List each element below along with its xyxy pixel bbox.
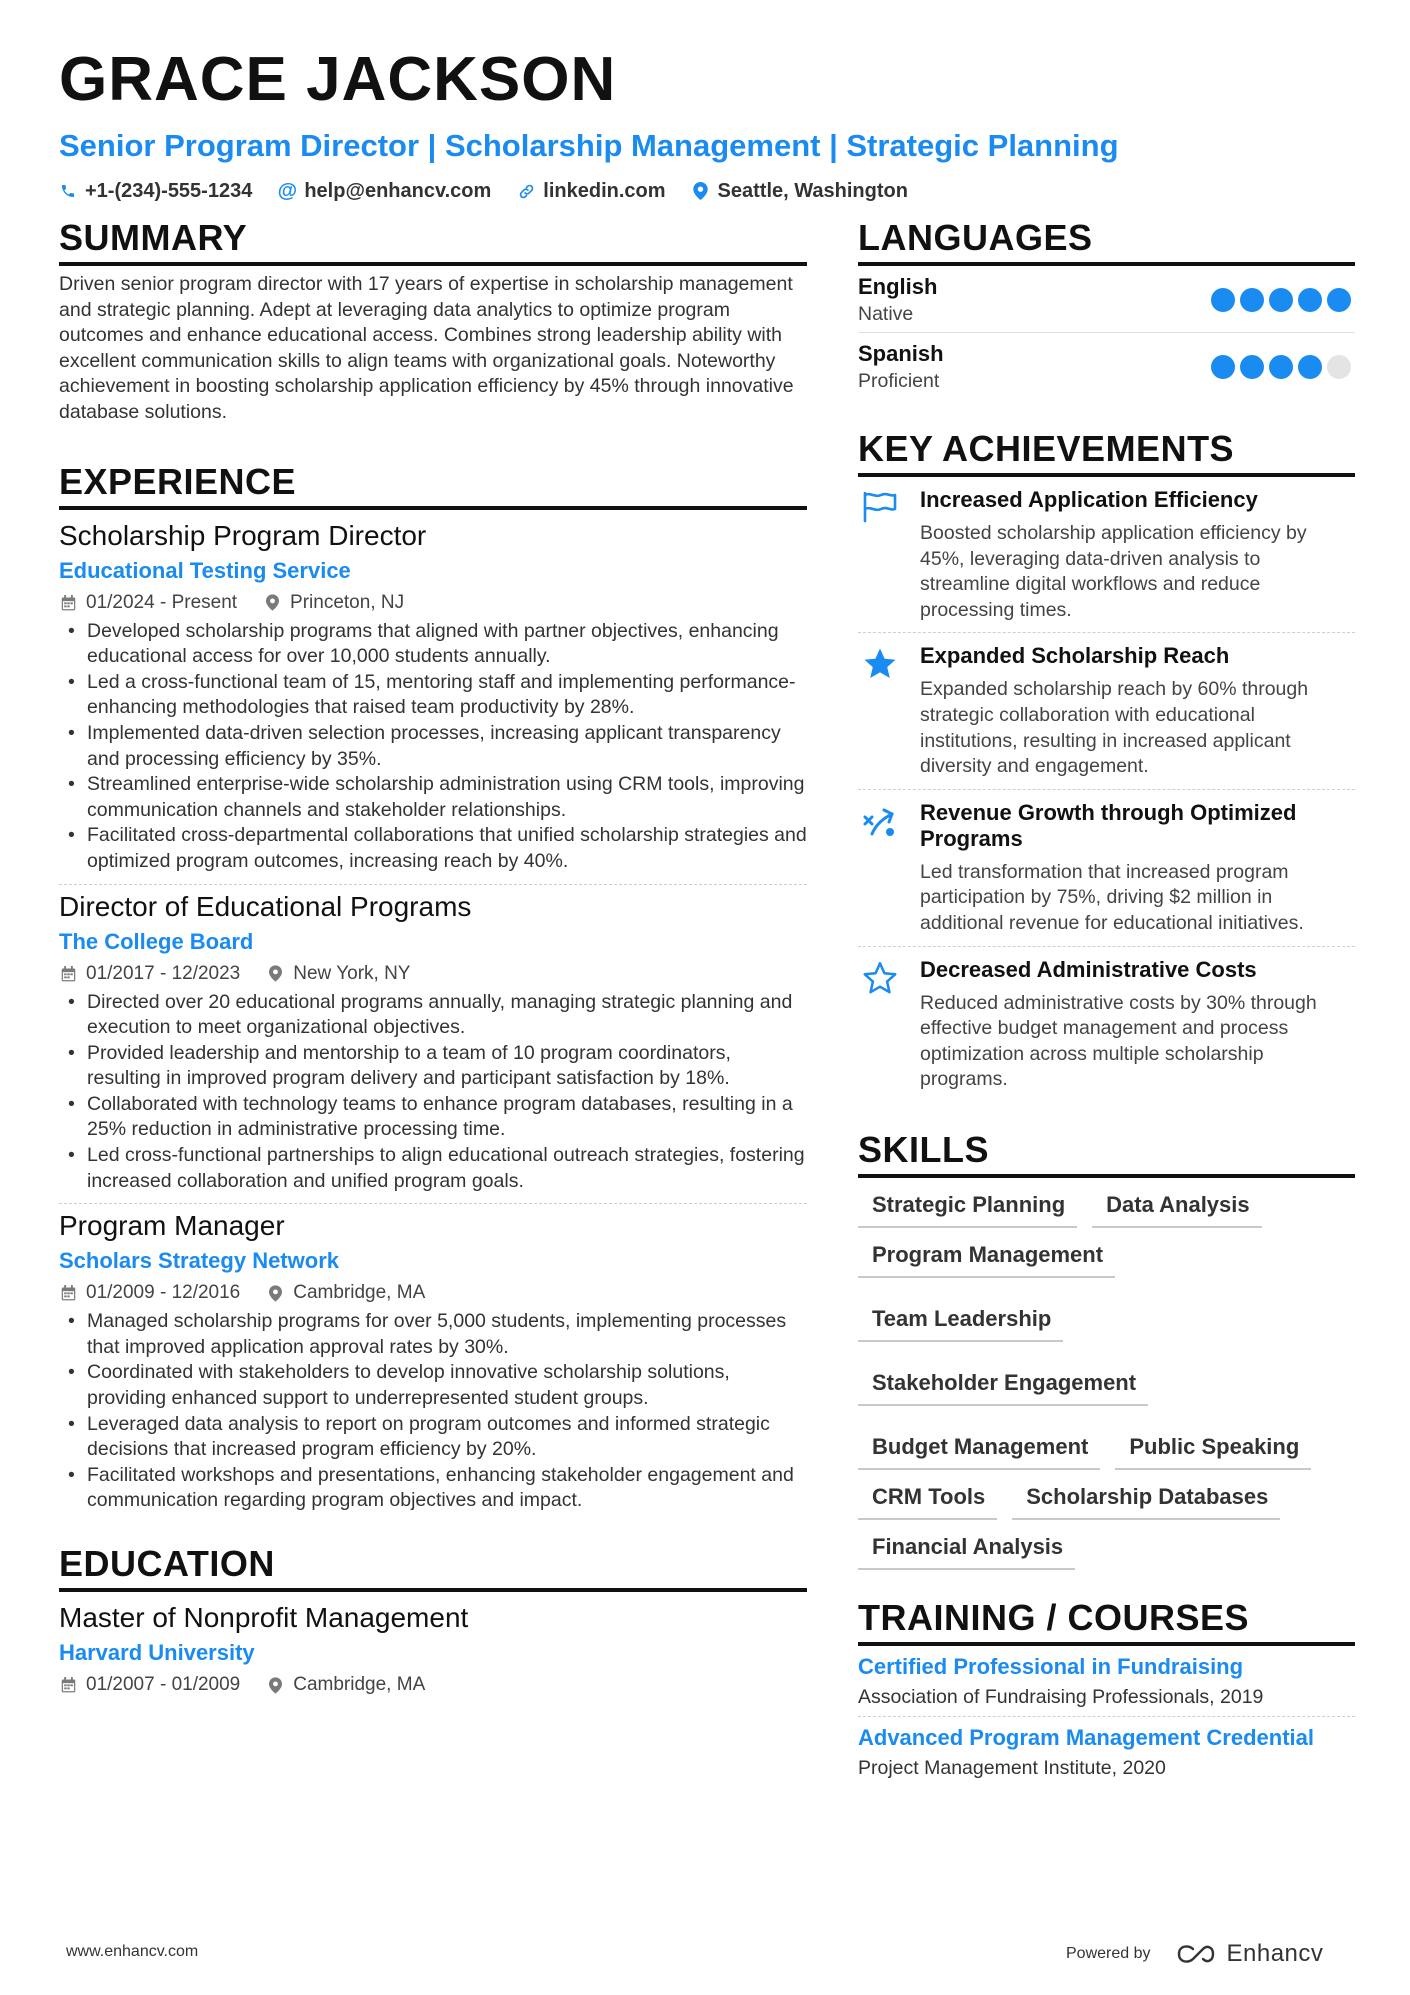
- job-meta: [59, 961, 807, 987]
- school[interactable]: Harvard University: [59, 1640, 255, 1665]
- skill-tag: Strategic Planning: [858, 1192, 1077, 1228]
- bullet-item: • Collaborated with technology teams to enhance program databases, resulting in a 25% reduction in administrative processing time.: [59, 1092, 807, 1143]
- location-pin-icon: [266, 965, 284, 983]
- achievement-item: [858, 947, 1355, 1102]
- candidate-title: Senior Program Director | Scholarship Management | Strategic Planning: [59, 128, 1119, 163]
- skill-tag: Program Management: [858, 1242, 1115, 1278]
- job-location: New York, NY: [293, 962, 411, 984]
- language-level: Native: [858, 303, 914, 325]
- skill-tag: CRM Tools: [858, 1484, 997, 1520]
- education-meta: [59, 1672, 807, 1698]
- footer-url[interactable]: www.enhancv.com: [66, 1943, 199, 1960]
- language-rating: [1211, 355, 1351, 379]
- rating-dot: [1269, 355, 1293, 379]
- bullet-item: • Directed over 20 educational programs annually, managing strategic planning and execution to meet organizational objectives.: [59, 990, 807, 1041]
- job-meta: [59, 590, 807, 616]
- contact-bar: [59, 178, 1359, 204]
- rating-dot: [1240, 355, 1264, 379]
- job-company[interactable]: Educational Testing Service: [59, 557, 351, 583]
- job-company[interactable]: The College Board: [59, 928, 254, 954]
- at-icon: @: [277, 180, 298, 202]
- achievement-item: [858, 477, 1355, 632]
- skill-tag: Scholarship Databases: [1012, 1484, 1280, 1520]
- achievement-item: [858, 633, 1355, 788]
- location-pin-icon: [266, 1284, 284, 1302]
- summary-text: Driven senior program director with 17 years of expertise in scholarship management and strategic planning. Adept at leveraging data analytics to optimize program outcomes and enhance educational access. Combines strong leadership ability with excellent communication skills to align teams with organizational goals. Noteworthy achievement in boosting scholarship application efficiency by 45% through innovative database solutions.: [59, 273, 794, 423]
- rating-dot: [1327, 355, 1351, 379]
- language-item: [858, 266, 1355, 332]
- bullet-item: • Led a cross-functional team of 15, mentoring staff and implementing performance-enhancing methodologies that raised team productivity by 28%.: [59, 670, 807, 721]
- skill-tag: Budget Management: [858, 1434, 1100, 1470]
- contact-location: [692, 178, 908, 204]
- experience-item: [59, 518, 807, 875]
- skill-tag: Stakeholder Engagement: [858, 1370, 1148, 1406]
- right-column: [858, 216, 1355, 1787]
- job-meta: [59, 1280, 807, 1306]
- education-location: Cambridge, MA: [293, 1674, 426, 1695]
- education-dates: 01/2007 - 01/2009: [86, 1674, 241, 1695]
- summary-heading: SUMMARY: [59, 216, 807, 266]
- brand-logo[interactable]: [1175, 1940, 1324, 1968]
- achievement-desc: Led transformation that increased program participation by 75%, driving $2 million in additional revenue for educational initiatives.: [920, 860, 1304, 934]
- achievement-item: [858, 790, 1355, 946]
- job-company[interactable]: Scholars Strategy Network: [59, 1248, 339, 1274]
- location-pin-icon: [266, 1676, 284, 1694]
- language-item: [858, 333, 1355, 399]
- bullet-item: • Provided leadership and mentorship to a team of 10 program coordinators, resulting in improved program delivery and participant satisfaction by 18%.: [59, 1041, 807, 1092]
- experience-item: [59, 889, 807, 1195]
- achievement-desc: Expanded scholarship reach by 60% through strategic collaboration with educational institutions, resulting in increased applicant diversity and engagement.: [920, 678, 1309, 778]
- job-dates: 01/2024 - Present: [86, 591, 238, 613]
- brand-name: Enhancv: [1226, 1940, 1324, 1967]
- bullet-item: • Coordinated with stakeholders to develop innovative scholarship solutions, providing enhanced support to underrepresented student groups.: [59, 1360, 807, 1411]
- calendar-icon: [59, 594, 77, 612]
- bullet-item: • Streamlined enterprise-wide scholarship administration using CRM tools, improving communication channels and stakeholder relationships.: [59, 772, 807, 823]
- achievement-title: Revenue Growth through Optimized Programs: [920, 799, 1297, 851]
- rating-dot: [1269, 288, 1293, 312]
- rating-dot: [1240, 288, 1264, 312]
- job-bullets: [59, 990, 807, 1195]
- calendar-icon: [59, 1676, 77, 1694]
- email-text: help@enhancv.com: [304, 180, 492, 202]
- job-role: Director of Educational Programs: [59, 890, 472, 922]
- footer-powered: [1066, 1940, 1323, 1968]
- bullet-item: • Facilitated cross-departmental collaborations that unified scholarship strategies and optimized program outcomes, increasing reach by 40%.: [59, 823, 807, 874]
- calendar-icon: [59, 1284, 77, 1302]
- link-icon: [517, 182, 535, 200]
- achievement-title: Expanded Scholarship Reach: [920, 643, 1230, 669]
- skill-tag: Data Analysis: [1092, 1192, 1261, 1228]
- divider: [59, 884, 807, 885]
- job-location: Princeton, NJ: [290, 591, 405, 613]
- phone-text: +1-(234)-555-1234: [85, 180, 253, 202]
- calendar-icon: [59, 965, 77, 983]
- course-item: [858, 1646, 1355, 1716]
- enhancv-logo-icon: [1175, 1943, 1217, 1965]
- skills-heading: SKILLS: [858, 1128, 1355, 1178]
- resume-header: [59, 44, 1359, 204]
- education-item: [59, 1600, 807, 1698]
- job-bullets: [59, 619, 807, 875]
- experience-heading: EXPERIENCE: [59, 460, 807, 510]
- rating-dot: [1298, 355, 1322, 379]
- course-title[interactable]: Advanced Program Management Credential: [858, 1724, 1315, 1750]
- bullet-item: • Facilitated workshops and presentations, enhancing stakeholder engagement and communication regarding program objectives and impact.: [59, 1463, 807, 1514]
- left-column: [59, 216, 807, 1698]
- language-name: Spanish: [858, 341, 944, 366]
- candidate-name: GRACE JACKSON: [59, 45, 617, 114]
- contact-phone[interactable]: [59, 178, 252, 204]
- languages-heading: LANGUAGES: [858, 216, 1355, 266]
- language-level: Proficient: [858, 370, 940, 392]
- contact-email[interactable]: [278, 178, 491, 204]
- bullet-item: • Developed scholarship programs that aligned with partner objectives, enhancing educational access for over 10,000 students annually.: [59, 619, 807, 670]
- degree: Master of Nonprofit Management: [59, 1602, 469, 1633]
- skill-tag: Financial Analysis: [858, 1534, 1075, 1570]
- bullet-item: • Managed scholarship programs for over 5,000 students, implementing processes that improved application approval rates by 30%.: [59, 1309, 807, 1360]
- training-heading: TRAINING / COURSES: [858, 1596, 1355, 1646]
- bullet-item: • Implemented data-driven selection processes, increasing applicant transparency and processing efficiency by 35%.: [59, 721, 807, 772]
- skills-list: [858, 1192, 1355, 1570]
- job-bullets: [59, 1309, 807, 1514]
- job-location: Cambridge, MA: [293, 1282, 426, 1304]
- strategy-icon: [858, 800, 902, 937]
- job-role: Program Manager: [59, 1210, 285, 1242]
- rating-dot: [1327, 288, 1351, 312]
- star-outline-icon: [858, 957, 902, 1093]
- rating-dot: [1211, 355, 1235, 379]
- location-pin-icon: [263, 594, 281, 612]
- rating-dot: [1211, 288, 1235, 312]
- divider: [59, 1203, 807, 1204]
- flag-icon: [858, 487, 902, 623]
- linkedin-text: linkedin.com: [543, 180, 666, 202]
- education-heading: EDUCATION: [59, 1542, 807, 1592]
- bullet-item: • Leveraged data analysis to report on program outcomes and informed strategic decisions that increased program efficiency by 20%.: [59, 1412, 807, 1463]
- achievement-title: Increased Application Efficiency: [920, 487, 1258, 512]
- rating-dot: [1298, 288, 1322, 312]
- contact-linkedin[interactable]: [517, 178, 665, 204]
- phone-icon: [59, 182, 77, 200]
- location-text: Seattle, Washington: [717, 180, 908, 202]
- bullet-item: • Led cross-functional partnerships to align educational outreach strategies, fostering increased collaboration and unified program goals.: [59, 1143, 807, 1194]
- skill-tag: Public Speaking: [1115, 1434, 1311, 1470]
- job-dates: 01/2009 - 12/2016: [86, 1282, 241, 1304]
- skill-tag: Team Leadership: [858, 1306, 1063, 1342]
- course-provider: Association of Fundraising Professionals, 2019: [858, 1685, 1264, 1708]
- experience-item: [59, 1208, 807, 1514]
- achievements-heading: KEY ACHIEVEMENTS: [858, 427, 1355, 477]
- location-pin-icon: [692, 182, 710, 200]
- job-dates: 01/2017 - 12/2023: [86, 962, 241, 984]
- achievement-title: Decreased Administrative Costs: [920, 956, 1257, 982]
- powered-by-label: Powered by: [1066, 1945, 1151, 1962]
- star-filled-icon: [858, 643, 902, 779]
- job-role: Scholarship Program Director: [59, 519, 427, 551]
- language-rating: [1211, 288, 1351, 312]
- course-title[interactable]: Certified Professional in Fundraising: [858, 1653, 1244, 1679]
- achievement-desc: Reduced administrative costs by 30% through effective budget management and process optimization across multiple scholarship programs.: [920, 991, 1317, 1091]
- language-name: English: [858, 274, 938, 299]
- course-provider: Project Management Institute, 2020: [858, 1756, 1166, 1779]
- course-item: [858, 1717, 1355, 1787]
- achievement-desc: Boosted scholarship application efficiency by 45%, leveraging data-driven analysis to streamline digital workflows and reduce processing times.: [920, 522, 1307, 621]
